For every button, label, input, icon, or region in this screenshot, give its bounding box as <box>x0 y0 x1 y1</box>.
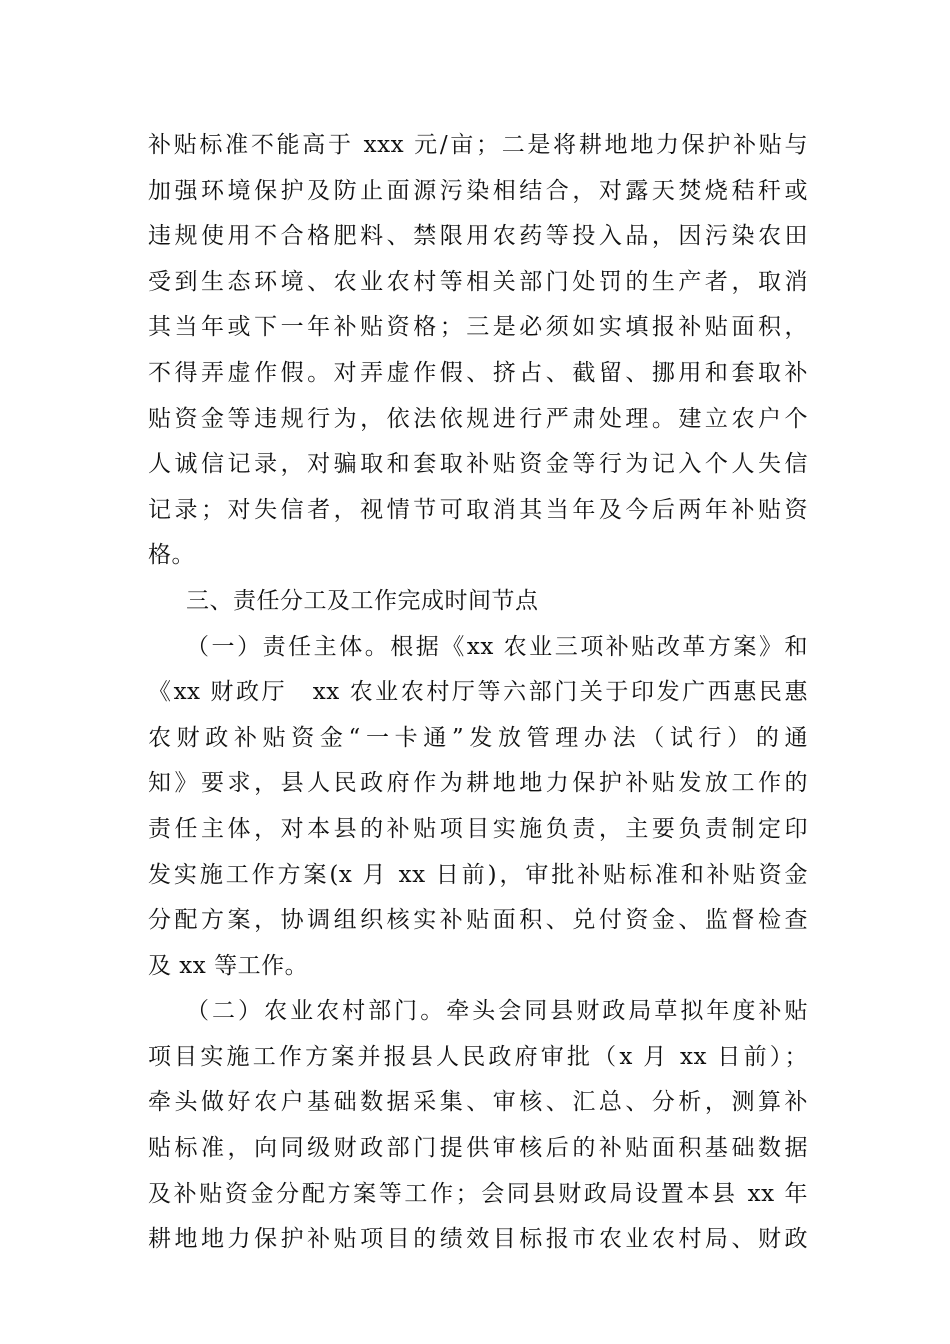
body-line: 补贴标准不能高于 xxx 元/亩；二是将耕地地力保护补贴与 <box>148 132 808 158</box>
body-line: 受到生态环境、农业农村等相关部门处罚的生产者，取消 <box>148 268 808 295</box>
body-line: 及 xx 等工作。 <box>148 952 309 979</box>
body-line: 知》要求，县人民政府作为耕地地力保护补贴发放工作的 <box>148 770 808 797</box>
body-line: 人诚信记录，对骗取和套取补贴资金等行为记入个人失信 <box>148 451 808 478</box>
body-line: 《xx 财政厅 xx 农业农村厅等六部门关于印发广西惠民惠 <box>148 679 808 706</box>
body-line: 加强环境保护及防止面源污染相结合，对露天焚烧秸秆或 <box>148 177 808 204</box>
section-heading: 三、责任分工及工作完成时间节点 <box>186 587 539 614</box>
body-line: 项目实施工作方案并报县人民政府审批（x 月 xx 日前）； <box>148 1043 808 1070</box>
body-line: 耕地地力保护补贴项目的绩效目标报市农业农村局、财政 <box>148 1226 808 1253</box>
body-line: 牵头做好农户基础数据采集、审核、汇总、分析，测算补 <box>148 1089 808 1116</box>
body-line: 贴标准，向同级财政部门提供审核后的补贴面积基础数据 <box>148 1135 808 1162</box>
body-line: 违规使用不合格肥料、禁限用农药等投入品，因污染农田 <box>148 223 808 250</box>
paragraph-first-line: （一）责任主体。根据《xx 农业三项补贴改革方案》和 <box>186 633 808 660</box>
body-line: 记录；对失信者，视情节可取消其当年及今后两年补贴资 <box>148 496 808 523</box>
body-line: 农财政补贴资金“一卡通”发放管理办法（试行）的通 <box>148 724 808 751</box>
body-line: 其当年或下一年补贴资格；三是必须如实填报补贴面积， <box>148 314 808 341</box>
body-line: 责任主体，对本县的补贴项目实施负责，主要负责制定印 <box>148 815 808 842</box>
document-body <box>148 123 808 1263</box>
body-line: 发实施工作方案(x 月 xx 日前)，审批补贴标准和补贴资金 <box>148 861 808 888</box>
body-line: 分配方案，协调组织核实补贴面积、兑付资金、监督检查 <box>148 907 808 934</box>
paragraph-first-line: （二）农业农村部门。牵头会同县财政局草拟年度补贴 <box>186 998 808 1025</box>
body-line: 格。 <box>148 542 195 569</box>
body-line: 及补贴资金分配方案等工作；会同县财政局设置本县 xx 年 <box>148 1180 808 1207</box>
body-line: 不得弄虚作假。对弄虚作假、挤占、截留、挪用和套取补 <box>148 359 808 386</box>
body-line: 贴资金等违规行为，依法依规进行严肃处理。建立农户个 <box>148 405 808 432</box>
